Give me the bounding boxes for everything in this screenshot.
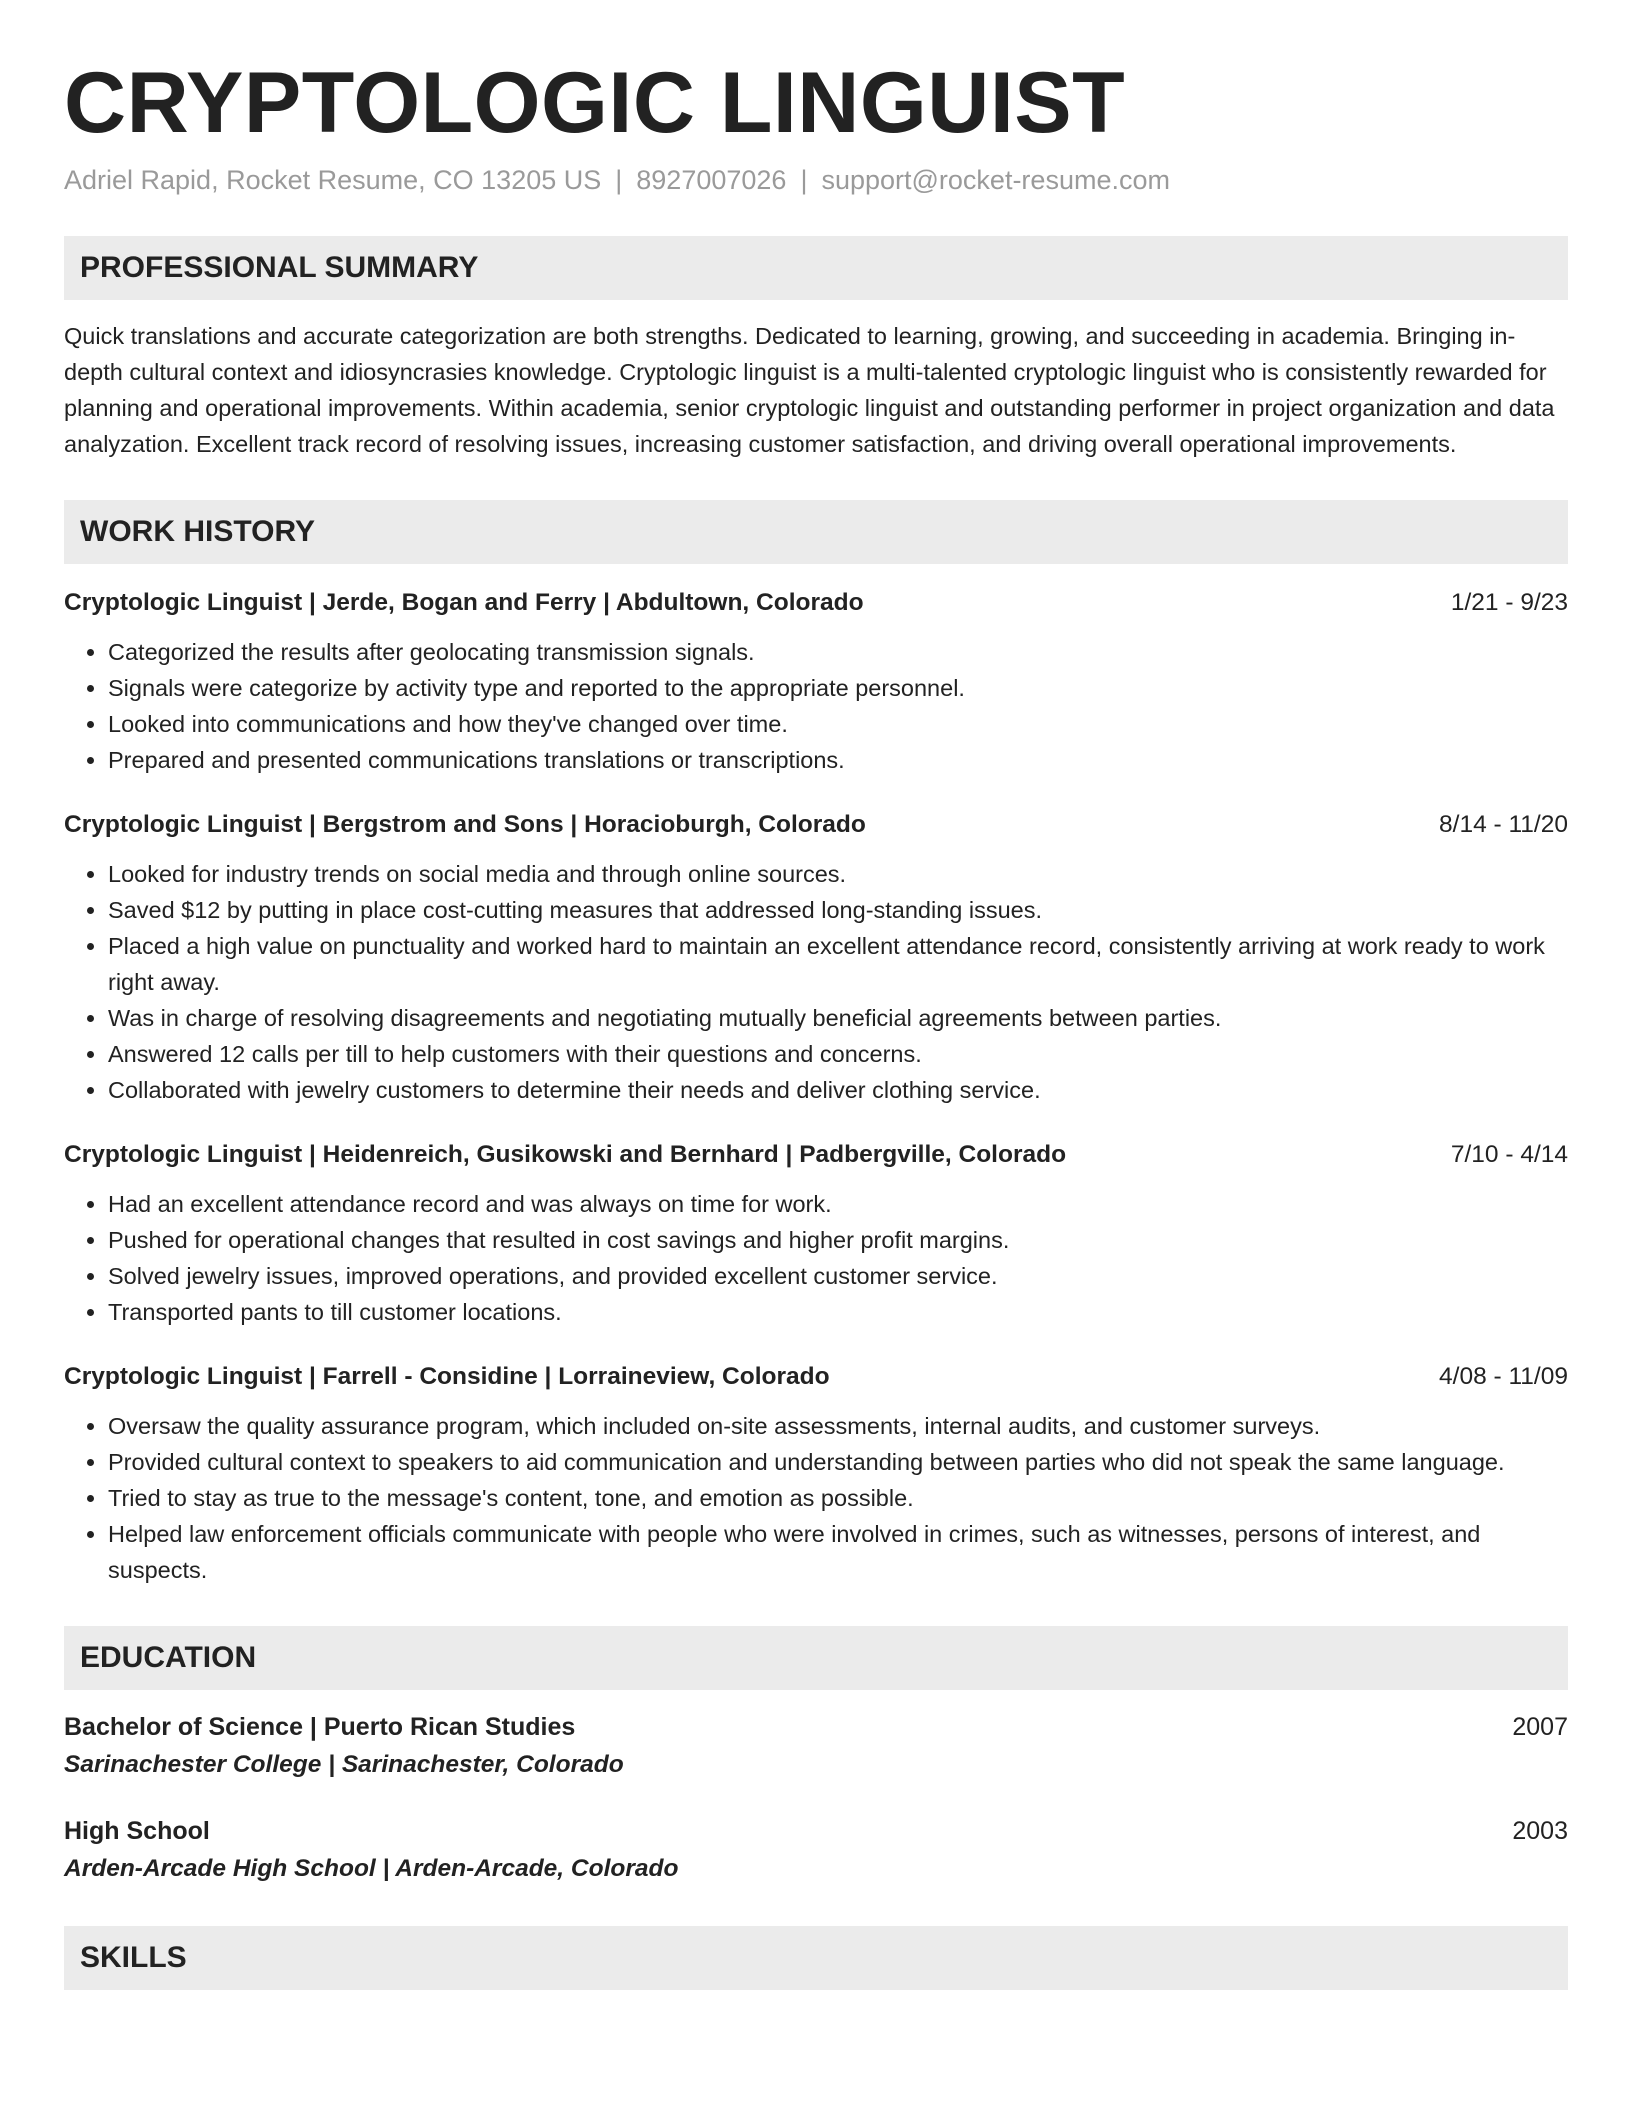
job-bullet: • Transported pants to till customer locations.	[108, 1294, 1568, 1330]
job-bullet: • Looked into communications and how they've changed over time.	[108, 706, 1568, 742]
job-bullet: • Pushed for operational changes that resulted in cost savings and higher profit margins.	[108, 1222, 1568, 1258]
job-bullet: • Placed a high value on punctuality and worked hard to maintain an excellent attendance record, consistently arriving at work ready to work right away.	[108, 928, 1568, 1000]
job-header	[64, 1360, 1568, 1394]
education-entry	[64, 1812, 1568, 1888]
job-bullet: • Oversaw the quality assurance program, which included on-site assessments, internal audits, and customer surveys.	[108, 1408, 1568, 1444]
education-degree: High School	[64, 1816, 210, 1845]
job-bullet: • Looked for industry trends on social media and through online sources.	[108, 856, 1568, 892]
job-bullet: • Provided cultural context to speakers to aid communication and understanding between parties who did not speak the same language.	[108, 1444, 1568, 1480]
contact-email: support@rocket-resume.com	[821, 164, 1170, 195]
education-header	[64, 1812, 1568, 1850]
job-entry	[64, 1360, 1568, 1588]
contact-phone: 8927007026	[636, 164, 787, 195]
job-entry	[64, 586, 1568, 778]
education-entry	[64, 1708, 1568, 1784]
education-degree: Bachelor of Science | Puerto Rican Studies	[64, 1712, 576, 1741]
job-bullet: • Collaborated with jewelry customers to determine their needs and deliver clothing service.	[108, 1072, 1568, 1108]
education-year: 2007	[1512, 1712, 1568, 1741]
job-bullet: • Saved $12 by putting in place cost-cutting measures that addressed long-standing issues.	[108, 892, 1568, 928]
job-bullet: • Helped law enforcement officials communicate with people who were involved in crimes, such as witnesses, persons of interest, and suspects.	[108, 1516, 1568, 1588]
contact-separator: |	[800, 164, 808, 195]
job-entry	[64, 808, 1568, 1108]
section-heading-work-history: WORK HISTORY	[64, 500, 1568, 564]
education-header	[64, 1708, 1568, 1746]
job-bullet: • Categorized the results after geolocating transmission signals.	[108, 634, 1568, 670]
job-entry	[64, 1138, 1568, 1330]
job-bullet: • Was in charge of resolving disagreements and negotiating mutually beneficial agreements between parties.	[108, 1000, 1568, 1036]
job-bullet: • Solved jewelry issues, improved operations, and provided excellent customer service.	[108, 1258, 1568, 1294]
job-title: Cryptologic Linguist | Heidenreich, Gusikowski and Bernhard | Padbergville, Colorado	[64, 1140, 1067, 1168]
job-bullet: • Signals were categorize by activity type and reported to the appropriate personnel.	[108, 670, 1568, 706]
section-heading-education: EDUCATION	[64, 1626, 1568, 1690]
job-bullet: • Tried to stay as true to the message's content, tone, and emotion as possible.	[108, 1480, 1568, 1516]
job-bullet: • Answered 12 calls per till to help customers with their questions and concerns.	[108, 1036, 1568, 1072]
job-title: Cryptologic Linguist | Bergstrom and Sons | Horacioburgh, Colorado	[64, 810, 866, 838]
job-header	[64, 1138, 1568, 1172]
section-heading-skills: SKILLS	[64, 1926, 1568, 1990]
job-dates: 7/10 - 4/14	[1450, 1140, 1568, 1168]
job-bullet: • Prepared and presented communications translations or transcriptions.	[108, 742, 1568, 778]
resume-title: CRYPTOLOGIC LINGUIST	[64, 55, 1126, 151]
contact-line	[64, 163, 1568, 198]
education-year: 2003	[1512, 1816, 1568, 1845]
job-dates: 8/14 - 11/20	[1439, 810, 1568, 838]
summary-text: Quick translations and accurate categorization are both strengths. Dedicated to learning, growing, and succeeding in academia. Bringing in-depth cultural context and idiosyncrasies knowledge. Cryptologic linguist is a multi-talented cryptologic linguist who is consistently rewarded for planning and operational improvements. Within academia, senior cryptologic linguist and outstanding performer in project organization and data analyzation. Excellent track record of resolving issues, increasing customer satisfaction, and driving overall operational improvements.	[64, 322, 1555, 457]
job-bullets	[64, 1186, 1568, 1330]
job-bullets	[64, 634, 1568, 778]
job-bullets	[64, 1408, 1568, 1588]
contact-separator: |	[615, 164, 623, 195]
education-school: Arden-Arcade High School | Arden-Arcade, Colorado	[64, 1854, 679, 1882]
education-school: Sarinachester College | Sarinachester, Colorado	[64, 1750, 624, 1778]
job-dates: 1/21 - 9/23	[1450, 588, 1568, 616]
job-header	[64, 808, 1568, 842]
job-dates: 4/08 - 11/09	[1439, 1362, 1568, 1390]
job-bullet: • Had an excellent attendance record and was always on time for work.	[108, 1186, 1568, 1222]
section-heading-summary: PROFESSIONAL SUMMARY	[64, 236, 1568, 300]
job-bullets	[64, 856, 1568, 1108]
job-header	[64, 586, 1568, 620]
job-title: Cryptologic Linguist | Farrell - Considine | Lorraineview, Colorado	[64, 1362, 830, 1390]
contact-address: Adriel Rapid, Rocket Resume, CO 13205 US	[64, 164, 602, 195]
job-title: Cryptologic Linguist | Jerde, Bogan and Ferry | Abdultown, Colorado	[64, 588, 864, 616]
